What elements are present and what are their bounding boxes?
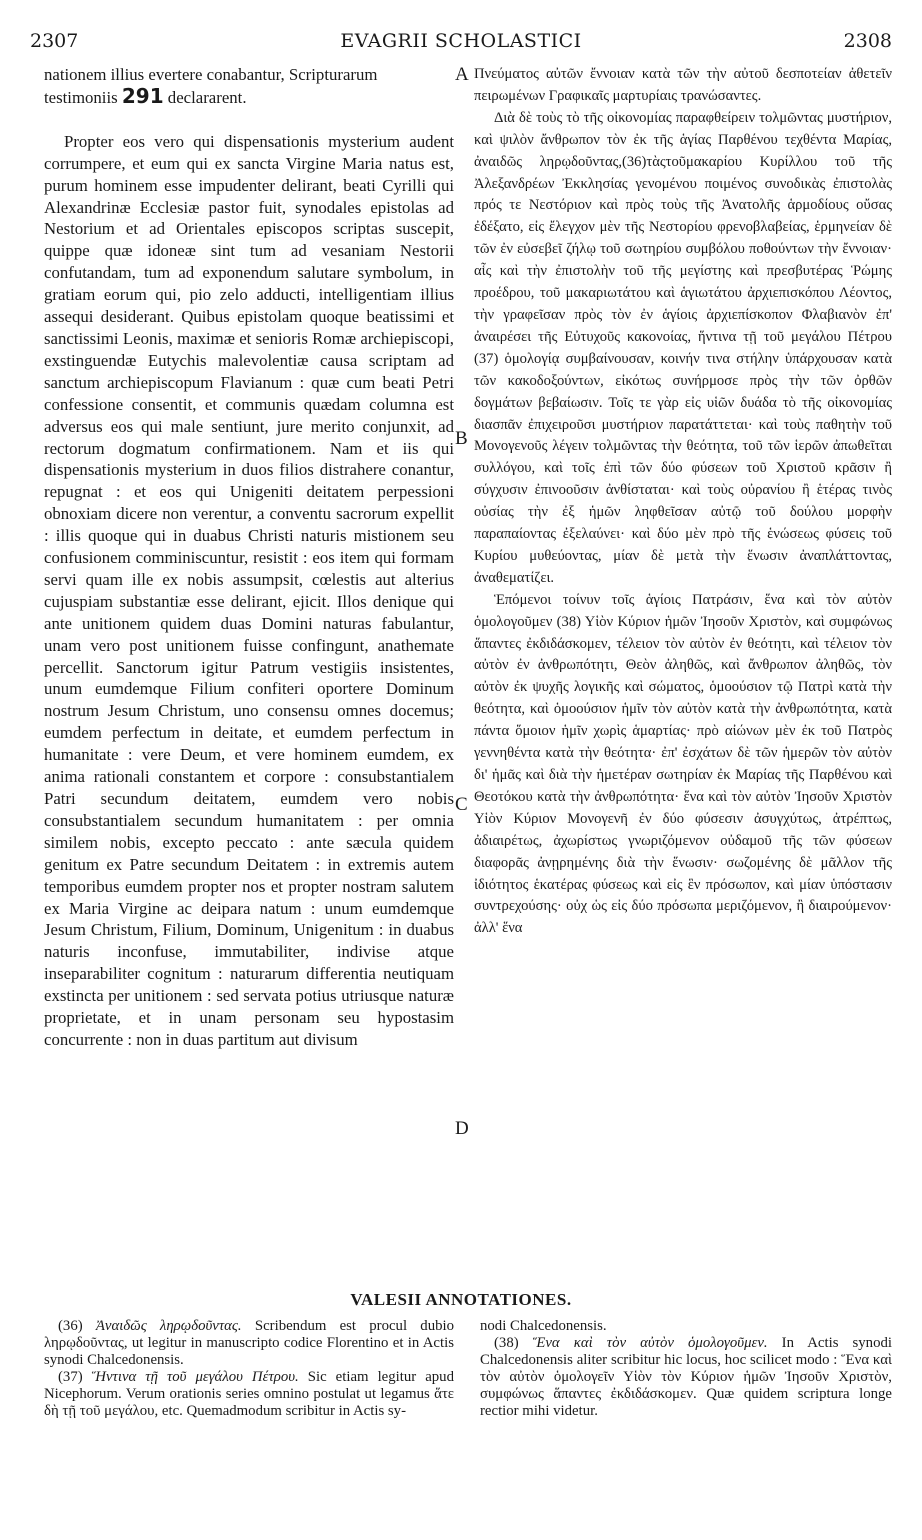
latin-paragraph-1 xyxy=(44,64,454,109)
margin-letter-c: C xyxy=(455,794,468,815)
notes-right-column xyxy=(480,1318,892,1518)
note-38-lemma: Ἕνα καὶ τὸν αὐτὸν ὁμολογοῦμεν. xyxy=(532,1335,768,1351)
note-37 xyxy=(44,1369,454,1420)
notes-heading: VALESII ANNOTATIONES. xyxy=(350,1290,572,1309)
margin-letter-b: B xyxy=(455,428,468,449)
greek-paragraph-1: Πνεύματος αὐτῶν ἔννοιαν κατὰ τῶν τὴν αὐτοῦ δεσποτείαν ἀθετεῖν πειρωμένων Γραφικαῖς μαρτυρίαις τρανώσαντες. xyxy=(474,66,892,104)
note-37-number: (37) xyxy=(58,1369,92,1385)
greek-column xyxy=(474,64,892,1284)
latin-line-2-pre: testimoniis xyxy=(44,87,122,107)
latin-line-1: nationem illius evertere conabantur, Scripturarum xyxy=(44,65,378,84)
notes-left-column xyxy=(44,1318,454,1518)
plate-number: 291 xyxy=(121,83,164,108)
page-header xyxy=(30,30,892,64)
note-38 xyxy=(480,1335,892,1420)
note-37-text: Sic etiam legitur apud Nicephorum. Verum orationis series omnino postulat ut legamus ἅτε δὴ τῇ τοῦ μεγάλου, etc. Quemadmodum scribitur in Actis sy- xyxy=(44,1369,454,1419)
note-38-text: In Actis synodi Chalcedonensis aliter scribitur hic locus, hoc scilicet modo : Ἕνα καὶ τὸν αὐτὸν ὁμολογεῖν Υἱὸν τὸν Κύριον ἡμῶν Ἰησοῦν Χριστὸν, συμφώνως ἅπαντες ἐκδιδάσκομεν. Quæ quidem scriptura longe rectior mihi videtur. xyxy=(480,1335,892,1419)
note-36-lemma: Ἀναιδῶς ληρῳδοῦντας. xyxy=(95,1318,242,1334)
latin-column xyxy=(44,64,454,1284)
margin-letter-a: A xyxy=(455,64,469,85)
page-number-right: 2308 xyxy=(843,30,892,52)
running-title: EVAGRII SCHOLASTICI xyxy=(340,30,582,52)
note-37-continued: nodi Chalcedonensis. xyxy=(480,1318,607,1334)
note-37-lemma: Ἥντινα τῇ τοῦ μεγάλου Πέτρου. xyxy=(91,1369,299,1385)
note-36-text: Scribendum est procul dubio ληρῳδοῦντας, ut legitur in manuscripto codice Florentino et in Actis synodi Chalcedonensis. xyxy=(44,1318,454,1368)
note-38-number: (38) xyxy=(494,1335,533,1351)
page-number-left: 2307 xyxy=(30,30,79,52)
note-36 xyxy=(44,1318,454,1369)
latin-line-2-post: declararent. xyxy=(163,87,247,107)
latin-paragraph-2: Propter eos vero qui dispensationis mysterium audent corrumpere, et eum qui ex sancta Virgine Maria natus est, purum hominem esse impudenter delirant, beati Cyrilli qui Alexandrinæ Ecclesiæ pastor fuit, synodales epistolas ad Nestorium et ad Orientales episcopos scriptas suscepit, quippe quæ idoneæ sint tum ad vesaniam Nestorii confutandam, tum ad exponendum salutare symbolum, in gratiam eorum qui, pio zelo adducti, intelligentiam illius assequi desiderant. Quibus epistolam quoque beatissimi et sanctissimi Leonis, maximæ et senioris Romæ archiepiscopi, exstinguendæ Eutychis malevolentiæ causa scriptam ad sanctum archiepiscopum Flavianum : quæ cum beati Petri confessione consentit, et communis quædam columna est adversus eos qui male sentiunt, jure merito conjunxit, ad rectorum dogmatum confirmationem. Nam et iis qui dispensationis mysterium in duos filios distrahere conantur, repugnat : et eos qui Unigeniti deitatem perpessioni obnoxiam dicere non verentur, a conventu sacrorum expellit : illis quoque qui in duabus Christi naturis mistionem seu confusionem comminiscuntur, resistit : eos item qui formam servi quam ille ex nobis assumpsit, cœlestis aut alterius cujuspiam substantiæ esse delirant, ejicit. Illos denique qui ante unitionem quidem duas Domini naturas fabulantur, unam vero post unitionem fuisse confingunt, anathemate percellit. Sanctorum igitur Patrum vestigiis insistentes, unum eumdemque Filium confiteri oportere Dominum nostrum Jesum Christum, uno consensu omnes docemus; eumdem perfectum in deitate, et eumdem perfectum in humanitate : vere Deum, et vere hominem eumdem, ex anima rationali constantem et corpore : consubstantialem Patri secundum deitatem, eumdem vero nobis consubstantialem secundum humanitatem : per omnia similem nobis, excepto peccato : ante sæcula quidem genitum ex Patre secundum Deitatem : in extremis autem temporibus eumdem propter nos et propter nostram salutem ex Maria Virgine ac deipara natum : unum eumdemque Jesum Christum, Filium, Dominum, Unigenitum : in duabus naturis inconfuse, immutabiliter, indivise atque inseparabiliter cognitum : naturarum differentia neutiquam exstincta per unitionem : sed servata potius utriusque naturæ proprietate, et in unam personam seu hypostasim concurrente : non in duas partitum aut divisum xyxy=(44,131,454,1049)
note-36-number: (36) xyxy=(58,1318,96,1334)
greek-paragraph-2: Διὰ δὲ τοὺς τὸ τῆς οἰκονομίας παραφθείρειν τολμῶντας μυστήριον, καὶ ψιλὸν ἄνθρωπον τὸν ἐκ τῆς ἁγίας Παρθένου τεχθέντα Μαρίας, ἀναιδῶς ληρῳδοῦντας,(36)τὰςτοῦμακαρίου Κυρίλλου τοῦ τῆς Ἀλεξανδρέων Ἐκκλησίας γενομένου ποιμένος συνοδικὰς ἐπιστολὰς πρός τε Νεστόριον καὶ πρὸς τοὺς τῆς Ἀνατολῆς ἁρμοδίους οὔσας ἐδέξατο, εἰς ἔλεγχον μὲν τῆς Νεστορίου φρενοβλαβείας, ἑρμηνείαν δὲ τῶν ἐν εὐσεβεῖ ζήλῳ τοῦ σωτηρίου συμβόλου ποθούντων τὴν ἔννοιαν· αἷς καὶ τὴν ἐπιστολὴν τοῦ τῆς μεγίστης καὶ πρεσβυτέρας Ῥώμης προέδρου, τοῦ μακαριωτάτου καὶ ἁγιωτάτου ἀρχιεπισκόπου Λέοντος, τὴν γραφεῖσαν πρὸς τὸν ἐν ἁγίοις ἀρχιεπίσκοπον Φλαβιανὸν ἐπ' ἀναιρέσει τῆς Εὐτυχοῦς κακονοίας, ἥντινα τῇ τοῦ μεγάλου Πέτρου (37) ὁμολογίᾳ συμβαίνουσαν, κοινήν τινα στήλην ὑπάρχουσαν κατὰ τῶν κακοδοξούντων, εἰκότως συνήρμοσε πρὸς τὴν τῶν ὀρθῶν δογμάτων βεβαίωσιν. Τοῖς τε γὰρ εἰς υἱῶν δυάδα τὸ τῆς οἰκονομίας διασπᾶν ἐπιχειροῦσι μυστήριον παρατάττεται· καὶ τοὺς παθητὴν τοῦ Μονογενοῦς λέγειν τολμῶντας τὴν θεότητα, τοῦ τῶν ἱερῶν ἀπωθεῖται συλλόγου, καὶ τοῖς ἐπὶ τῶν δύο φύσεων τοῦ Χριστοῦ κρᾶσιν ἢ σύγχυσιν ἐπινοοῦσιν ἀνθίσταται· καὶ τοὺς οὐρανίου ἢ ἑτέρας τινὸς οὐσίας τὴν ἐξ ἡμῶν ληφθεῖσαν αὐτῷ τοῦ δούλου μορφὴν παραπαίοντας ἐξελαύνει· καὶ δύο μὲν πρὸ τῆς ἑνώσεως φύσεις τοῦ Κυρίου μυθεύοντας, μίαν δὲ μετὰ τὴν ἕνωσιν ἀναπλάττοντας, ἀναθεματίζει. xyxy=(474,109,892,586)
margin-letter-d: D xyxy=(455,1118,469,1139)
greek-paragraph-3: Ἑπόμενοι τοίνυν τοῖς ἁγίοις Πατράσιν, ἕνα καὶ τὸν αὐτὸν ὁμολογοῦμεν (38) Υἱὸν Κύριον ἡμῶν Ἰησοῦν Χριστὸν, καὶ συμφώνως ἅπαντες ἐκδιδάσκομεν, τέλειον τὸν αὐτὸν ἐν θεότητι, καὶ τέλειον τὸν αὐτὸν ἐν ἀνθρωπότητι, Θεὸν ἀληθῶς, καὶ ἄνθρωπον ἀληθῶς, τὸν αὐτὸν ἐκ ψυχῆς λογικῆς καὶ σώματος, ὁμοούσιον τῷ Πατρὶ κατὰ τὴν θεότητα, καὶ ὁμοούσιον ἡμῖν τὸν αὐτὸν κατὰ τὴν ἀνθρωπότητα, κατὰ πάντα ὅμοιον ἡμῖν χωρὶς ἁμαρτίας· πρὸ αἰώνων μὲν ἐκ τοῦ Πατρὸς γεννηθέντα κατὰ τὴν θεότητα· ἐπ' ἐσχάτων δὲ τῶν ἡμερῶν τὸν αὐτὸν δι' ἡμᾶς καὶ διὰ τὴν ἡμετέραν σωτηρίαν ἐκ Μαρίας τῆς Παρθένου καὶ Θεοτόκου κατὰ τὴν ἀνθρωπότητα· ἕνα καὶ τὸν αὐτὸν Ἰησοῦν Χριστὸν Υἱὸν Κύριον Μονογενῆ ἐν δύο φύσεσιν ἀσυγχύτως, ἀτρέπτως, ἀδιαιρέτως, ἀχωρίστως γνωριζόμενον οὐδαμοῦ τῆς τῶν φύσεων διαφορᾶς ἀνῃρημένης διὰ τὴν ἕνωσιν· σωζομένης δὲ μᾶλλον τῆς ἰδιότητος ἑκατέρας φύσεως καὶ εἰς ἓν πρόσωπον, καὶ μίαν ὑπόστασιν συντρεχούσης· οὐχ ὡς εἰς δύο πρόσωπα μεριζόμενον, ἢ διαιρούμενον· ἀλλ' ἕνα xyxy=(474,591,892,937)
